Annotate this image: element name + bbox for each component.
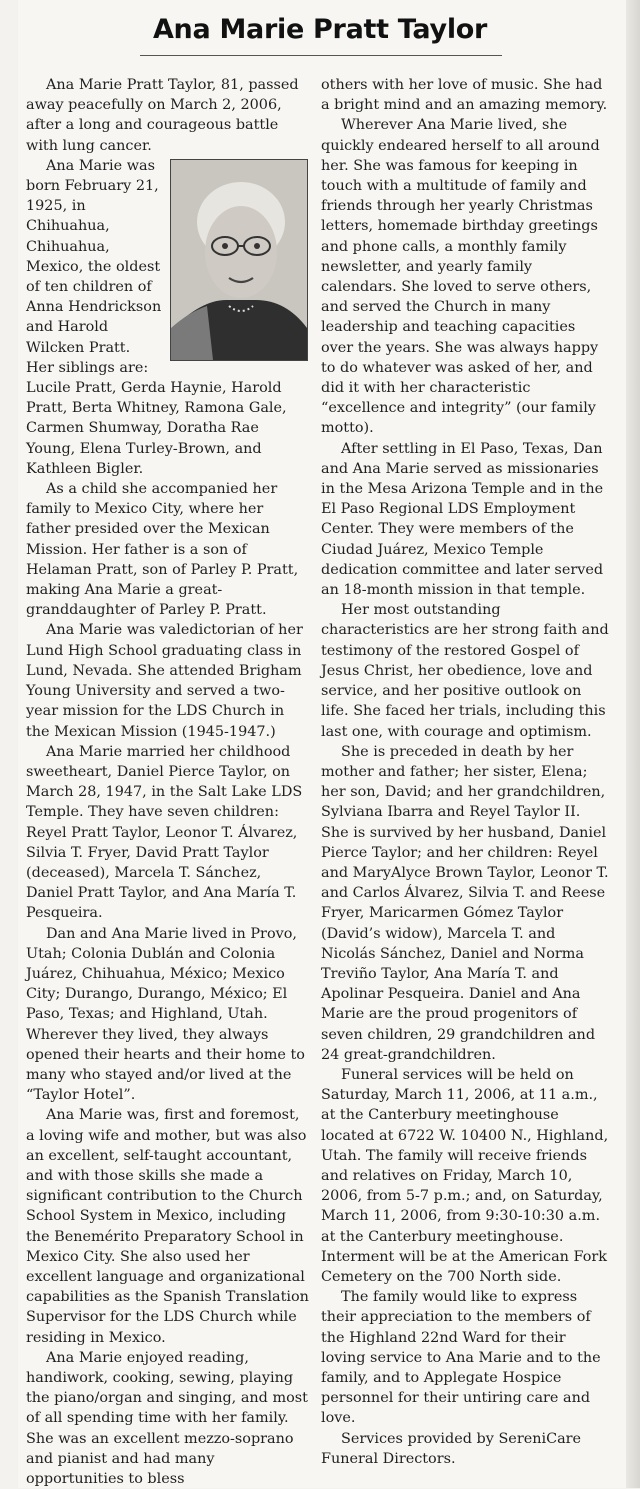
obituary-title: Ana Marie Pratt Taylor [152, 14, 488, 45]
paragraph: Ana Marie enjoyed reading, handiwork, cooking, sewing, playing the piano/organ and singing, and most of all spending time with her family. She was an excellent mezzo-soprano and pianist and had many opportunities to bless [26, 1349, 308, 1488]
adjacent-page-edge [626, 0, 640, 1488]
paragraph: After settling in El Paso, Texas, Dan and Ana Marie served as missionaries in the Mesa Arizona Temple and in the El Paso Regional LDS Employment Center. They were members of the Ciudad Juárez, Mexico Temple dedication committee and later served an 18-month mission in that temple. [321, 440, 604, 599]
paragraph: Ana Marie was born February 21, 1925, in Chihuahua, Chihuahua, Mexico, the oldest of ten children of Anna Hendrickson and Harold Wilcken Pratt. Her siblings are: Lucile Pratt, Gerda Haynie, Harold Pratt, Berta Whitney, Ramona Gale, Carmen Shumway, Doratha Rae Young, Elena Turley-Brown, and Kathleen Bigler. [26, 157, 287, 477]
paragraph: She is preceded in death by her mother and father; her sister, Elena; her son, David; and her grandchildren, Sylviana Ibarra and Reyel Taylor II. She is survived by her husband, Daniel Pierce Taylor; and her children: Reyel and MaryAlyce Brown Taylor, Leonor T. and Carlos Álvarez, Silvia T. and Reese Fryer, Maricarmen Gómez Taylor (David’s widow), Marcela T. and Nicolás Sánchez, Daniel and Norma Treviño Taylor, Ana María T. and Apolinar Pesqueira. Daniel and Ana Marie are the proud progenitors of seven children, 29 grandchildren and 24 great-grandchildren. [321, 743, 609, 1063]
paragraph: Ana Marie Pratt Taylor, 81, passed away peacefully on March 2, 2006, after a long and courageous battle with lung cancer. [26, 77, 299, 154]
right-column [321, 75, 611, 1469]
paragraph: Dan and Ana Marie lived in Provo, Utah; Colonia Dublán and Colonia Juárez, Chihuahua, México; Mexico City; Durango, Durango, México; El Paso, Texas; and Highland, Utah. Wherever they lived, they always opened their hearts and their home to many who stayed and/or lived at the “Taylor Hotel”. [26, 925, 305, 1104]
paragraph: As a child she accompanied her family to Mexico City, where her father presided over the Mexican Mission. Her father is a son of Helaman Pratt, son of Parley P. Pratt, making Ana Marie a great-granddaughter of Parley P. Pratt. [26, 481, 299, 619]
title-rule [140, 55, 502, 56]
paragraph: Ana Marie married her childhood sweetheart, Daniel Pierce Taylor, on March 28, 1947, in the Salt Lake LDS Temple. They have seven children: Reyel Pratt Taylor, Leonor T. Álvarez, Silvia T. Fryer, David Pratt Taylor (deceased), Marcela T. Sánchez, Daniel Pratt Taylor, and Ana María T. Pesqueira. [26, 743, 303, 922]
paragraph: Ana Marie was valedictorian of her Lund High School graduating class in Lund, Nevada. She attended Brigham Young University and served a two-year mission for the LDS Church in the Mexican Mission (1945-1947.) [26, 622, 303, 740]
paragraph: Services provided by SereniCare Funeral Directors. [321, 1430, 582, 1467]
paragraph: Ana Marie was, first and foremost, a loving wife and mother, but was also an excellent, self-taught accountant, and with those skills she made a significant contribution to the Church School System in Mexico, including the Benemérito Preparatory School in Mexico City. She also used her excellent language and organizational capabilities as the Spanish Translation Supervisor for the LDS Church while residing in Mexico. [26, 1107, 309, 1346]
portrait-photo-icon [170, 159, 308, 361]
paragraph: Her most outstanding characteristics are her strong faith and testimony of the restored Gospel of Jesus Christ, her obedience, love and service, and her positive outlook on life. She faced her trials, including this last one, with courage and optimism. [321, 602, 609, 740]
paragraph: The family would like to express their appreciation to the members of the Highland 22nd Ward for their loving service to Ana Marie and to the family, and to Applegate Hospice personnel for their untiring care and love. [321, 1289, 601, 1427]
paragraph: Funeral services will be held on Saturday, March 11, 2006, at 11 a.m., at the Canterbury meetinghouse located at 6722 W. 10400 N., Highland, Utah. The family will receive friends and relatives on Friday, March 10, 2006, from 5-7 p.m.; and, on Saturday, March 11, 2006, from 9:30-10:30 a.m. at the Canterbury meetinghouse. Interment will be at the American Fork Cemetery on the 700 North side. [321, 1066, 609, 1285]
paragraph: Wherever Ana Marie lived, she quickly endeared herself to all around her. She was famous for keeping in touch with a multitude of family and friends through her yearly Christmas letters, homemade birthday greetings and phone calls, a monthly family newsletter, and yearly family calendars. She loved to serve others, and served the Church in many leadership and teaching capacities over the years. She was always happy to do whatever was asked of her, and did it with her characteristic “excellence and integrity” (our family motto). [321, 117, 600, 437]
left-column [26, 75, 310, 1489]
paragraph: others with her love of music. She had a bright mind and an amazing memory. [321, 77, 608, 114]
